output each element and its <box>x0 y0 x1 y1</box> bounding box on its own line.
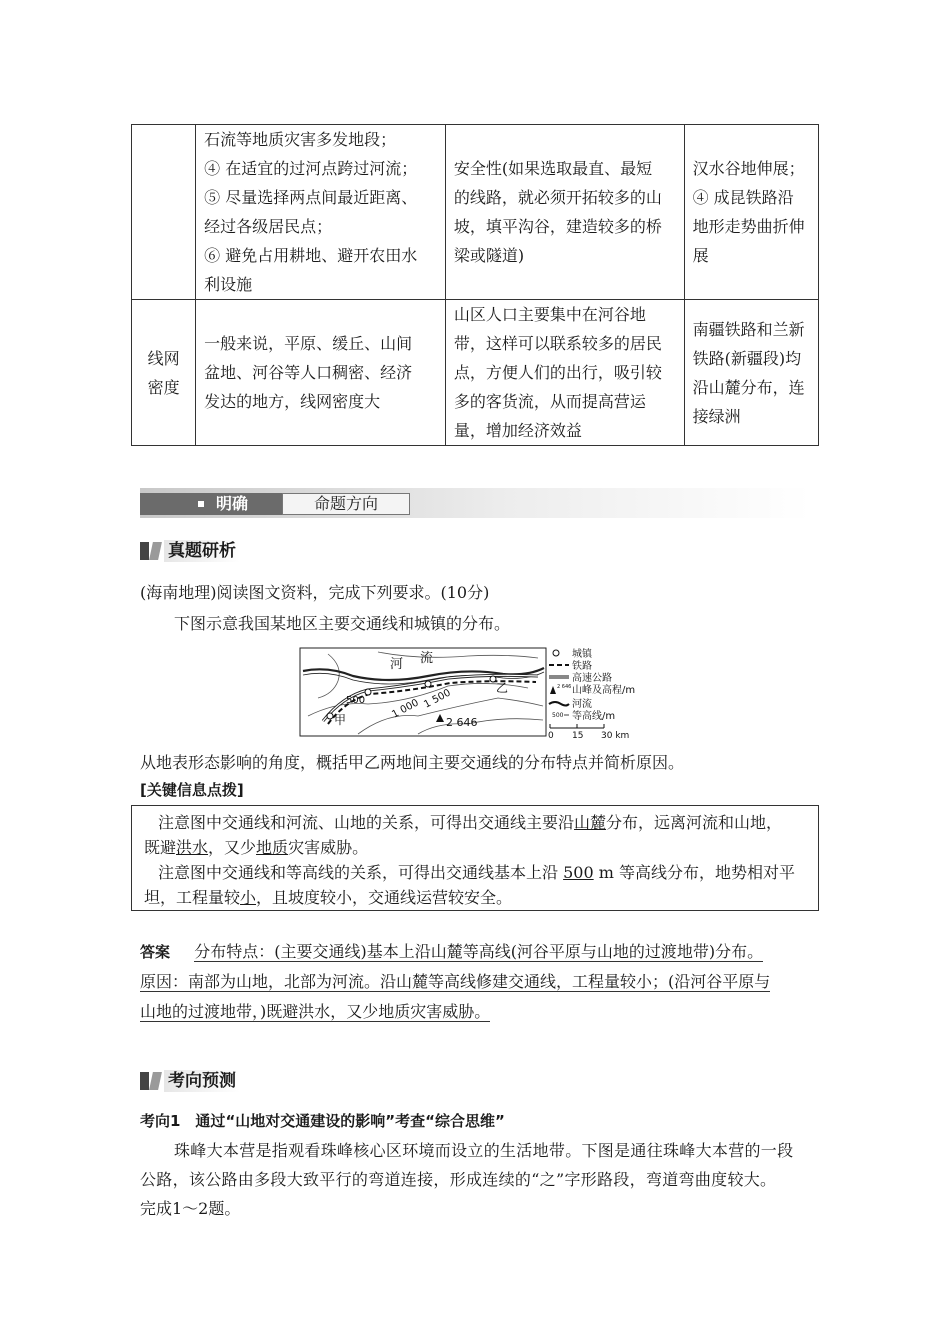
banner-right-label: 命题方向 <box>282 493 410 515</box>
cell-line: 的线路，就必须开拓较多的山 <box>453 188 662 207</box>
scale-label-15: 15 <box>572 731 584 740</box>
cell-line: ⑥ 避免占用耕地、避开农田水 <box>204 246 418 265</box>
traffic-map-figure <box>298 646 643 740</box>
trend-paragraph-line: 完成1～2题。 <box>140 1199 241 1218</box>
text-span: 分布，远离河流和山地， <box>606 813 783 832</box>
answer-text: 原因：南部为山地，北部为河流。沿山麓等高线修建交通线，工程量较小；(沿河谷平原与 <box>140 972 771 991</box>
table-cell <box>196 300 446 446</box>
text-span: 注意图中交通线和等高线的关系，可得出交通线基本上沿 <box>158 863 564 882</box>
heading-bar-icon <box>140 542 149 560</box>
town-marker <box>425 681 431 687</box>
answer-text: 分布特点：(主要交通线)基本上沿山麓等高线(河谷平原与山地的过渡地带)分布。 <box>194 942 764 961</box>
text-span: ，又少 <box>208 838 257 857</box>
town-a-label: 甲 <box>334 713 347 727</box>
trend-paragraph-line: 珠峰大本营是指观看珠峰核心区环境而设立的生活地带。下图是通往珠峰大本营的一段 <box>174 1141 794 1160</box>
cell-line: 南疆铁路和兰新 <box>692 319 805 339</box>
cell-line: ④ 成昆铁路沿 <box>692 188 794 207</box>
key-info-line <box>144 834 368 861</box>
cell-line: 安全性(如果选取最直、最短 <box>453 159 653 178</box>
banner-left-label: 明确 <box>216 494 249 513</box>
text-span: 注意图中交通线和河流、山地的关系，可得出交通线主要沿 <box>158 813 575 832</box>
cell-line: 石流等地质灾害多发地段； <box>204 130 397 149</box>
key-info-title: [关键信息点拨] <box>140 781 244 799</box>
comparison-table <box>131 124 819 446</box>
answer-line <box>140 997 490 1026</box>
cell-line: 多的客货流，从而提高营运 <box>453 392 646 411</box>
key-info-line <box>144 884 512 911</box>
scale-label-0: 0 <box>548 731 554 740</box>
table-cell <box>196 125 446 300</box>
key-info-line <box>158 809 782 836</box>
legend-peak-sample: 2 646 <box>557 684 572 690</box>
table-row <box>132 125 819 300</box>
section-title: 考向预测 <box>164 1070 240 1092</box>
cell-line: 梁或隧道) <box>453 246 525 265</box>
heading-bar-icon <box>140 1072 149 1090</box>
contour-500-label: 500 <box>346 695 366 706</box>
legend-peak: 山峰及高程/m <box>572 685 636 696</box>
contour-1000-label: 1 000 <box>390 697 421 721</box>
cell-line: 接绿洲 <box>692 406 741 426</box>
table-cell <box>132 300 196 446</box>
legend-contour: 等高线/m <box>572 711 616 722</box>
cell-line: ⑤ 尽量选择两点间最近距离、 <box>204 188 418 207</box>
legend-town: 城镇 <box>572 649 592 660</box>
legend-highway: 高速公路 <box>572 673 612 684</box>
cell-line: 量，增加经济效益 <box>453 421 582 440</box>
heading-bar-icon <box>149 542 162 560</box>
cell-line: 带，这样可以联系较多的居民 <box>453 334 662 353</box>
trend-paragraph-line: 公路，该公路由多段大致平行的弯道连接，形成连续的“之”字形路段，弯道弯曲度较大。 <box>140 1170 777 1189</box>
cell-line: 点，方便人们的出行，吸引较 <box>453 363 662 382</box>
underlined-keyword: 山麓 <box>574 813 607 832</box>
underlined-keyword: 500 <box>563 863 594 882</box>
text-span: ，且坡度较小，交通线运营较安全。 <box>256 888 513 907</box>
underlined-keyword: 洪水 <box>176 838 209 857</box>
text-span: 灾害威胁。 <box>288 838 369 857</box>
key-info-box <box>131 805 819 911</box>
cell-line: 展 <box>692 246 709 265</box>
cell-line: 沿山麓分布，连 <box>692 377 805 397</box>
legend-peak-icon <box>550 686 556 694</box>
heading-bar-icon <box>149 1072 162 1090</box>
banner-dark-tab <box>140 493 282 515</box>
town-b-label: 乙 <box>496 681 509 695</box>
peak-label: 2 646 <box>446 716 478 729</box>
table-cell <box>684 300 818 446</box>
section-heading-trend-forecast <box>140 1070 260 1092</box>
cell-line: 山区人口主要集中在河谷地 <box>453 305 646 324</box>
cell-line: 地形走势曲折伸 <box>692 217 805 236</box>
cell-line: 经过各级居民点； <box>204 217 333 236</box>
cell-line: ④ 在适宜的过河点跨过河流； <box>204 159 418 178</box>
cell-line: 线网 <box>147 348 180 368</box>
figure-caption: 下图示意我国某地区主要交通线和城镇的分布。 <box>174 614 511 633</box>
question-intro: (海南地理)阅读图文资料，完成下列要求。(10分) <box>140 583 490 602</box>
cell-line: 发达的地方，线网密度大 <box>204 392 381 411</box>
text-span: 既避 <box>144 838 177 857</box>
answer-line <box>140 937 763 967</box>
trend-heading: 考向1 通过“山地对交通建设的影响”考查“综合思维” <box>140 1112 505 1130</box>
cell-line: 一般来说，平原、缓丘、山间 <box>204 334 413 353</box>
square-bullet-icon <box>198 501 204 507</box>
section-banner <box>140 488 810 518</box>
legend-town-icon <box>553 650 559 656</box>
text-span: m 等高线分布，地势相对平 <box>593 863 795 882</box>
table-row <box>132 300 819 446</box>
table-cell <box>684 125 818 300</box>
legend-river: 河流 <box>572 699 592 710</box>
legend-river-icon <box>549 702 569 706</box>
scale-label-30: 30 km <box>601 731 630 740</box>
legend-contour-sample: 500 <box>552 712 564 719</box>
cell-line: 铁路(新疆段)均 <box>692 348 802 368</box>
section-title: 真题研析 <box>164 540 240 562</box>
underlined-keyword: 地质 <box>256 838 289 857</box>
river-label: 河 <box>390 657 404 672</box>
answer-label: 答案 <box>140 943 171 961</box>
contour-1500-label: 1 500 <box>422 687 453 711</box>
town-marker <box>365 689 371 695</box>
table-cell <box>445 300 684 446</box>
cell-line: 汉水谷地伸展； <box>692 159 805 178</box>
table-cell <box>132 125 196 300</box>
question-ask: 从地表形态影响的角度，概括甲乙两地间主要交通线的分布特点并简析原因。 <box>140 753 685 772</box>
underlined-keyword: 小 <box>240 888 257 907</box>
answer-line <box>140 967 770 996</box>
cell-line: 坡，填平沟谷，建造较多的桥 <box>453 217 662 236</box>
town-marker <box>327 713 333 719</box>
table-cell <box>445 125 684 300</box>
answer-text: 山地的过渡地带，)既避洪水，又少地质灾害威胁。 <box>140 1002 491 1021</box>
cell-line: 利设施 <box>204 275 253 294</box>
text-span: 坦，工程量较 <box>144 888 241 907</box>
cell-line: 密度 <box>147 377 180 397</box>
section-heading-real-questions <box>140 540 260 562</box>
cell-line: 盆地、河谷等人口稠密、经济 <box>204 363 413 382</box>
key-info-line <box>158 859 795 886</box>
river-label-2: 流 <box>420 651 434 666</box>
legend-railway: 铁路 <box>572 661 592 672</box>
